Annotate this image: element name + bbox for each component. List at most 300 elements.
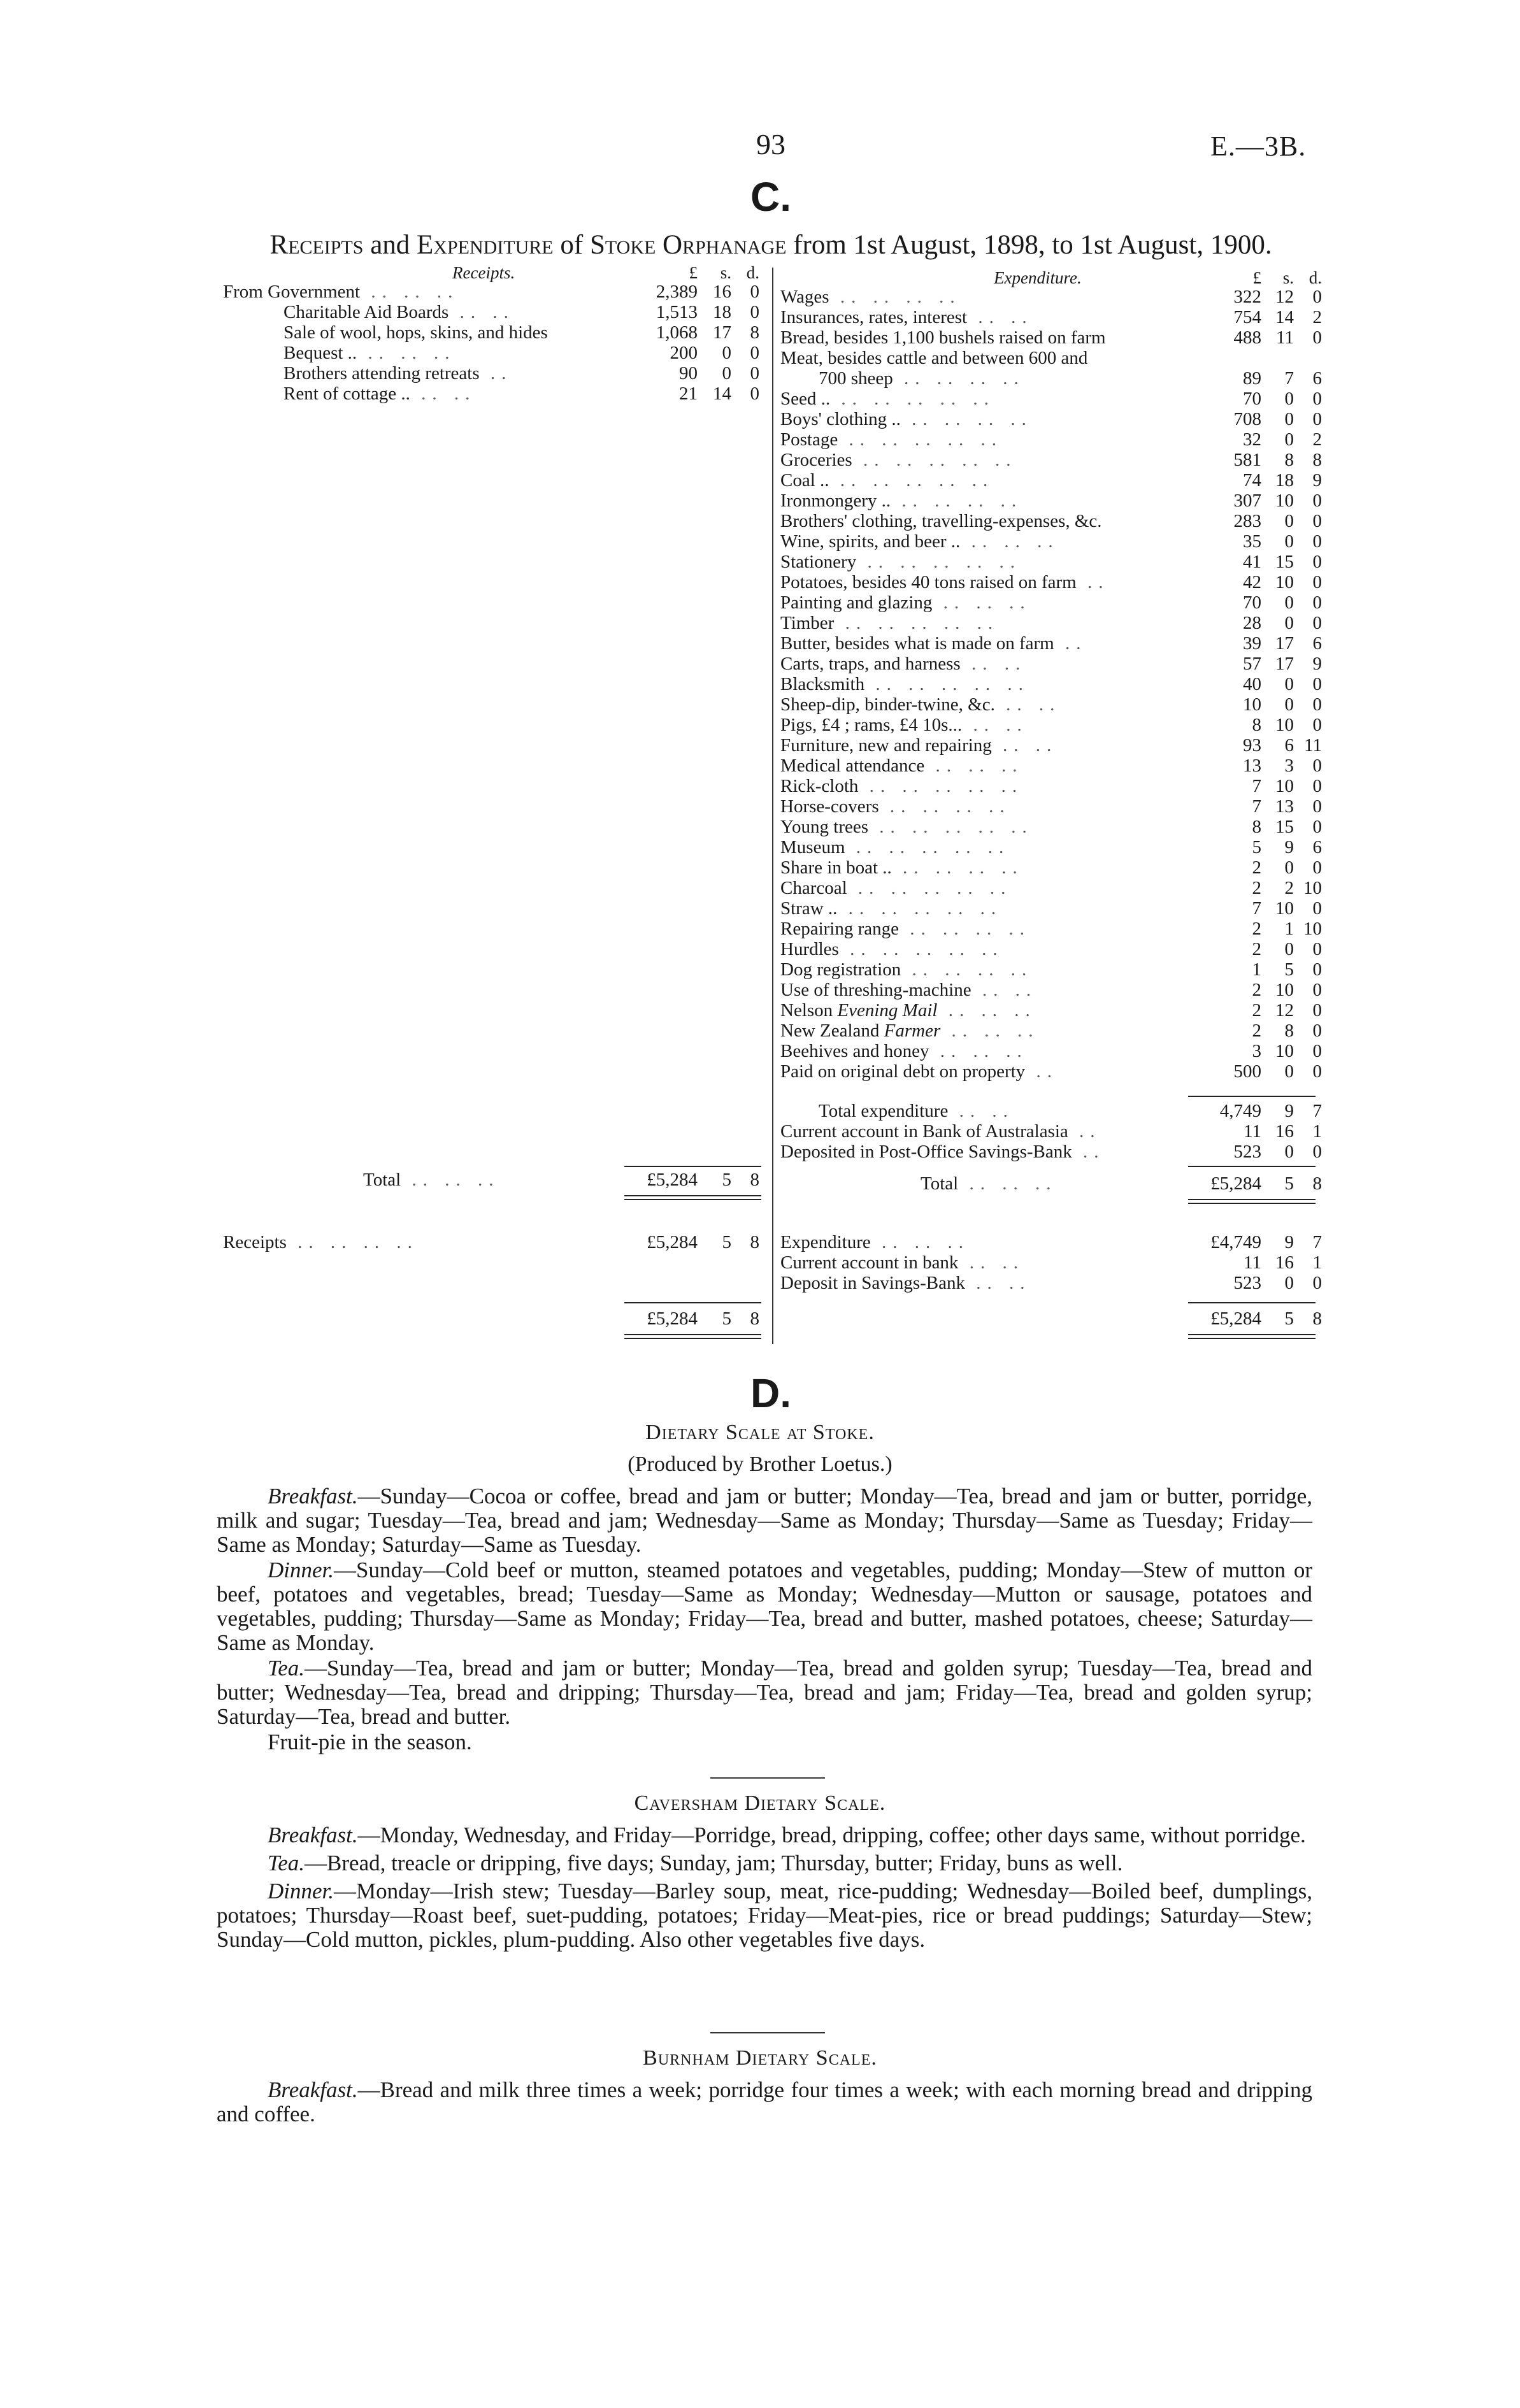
shillings-value: 0	[1284, 511, 1294, 531]
row-label-text: Beehives and honey	[780, 1041, 929, 1061]
row-label	[780, 633, 1201, 654]
row-label-text: Charitable Aid Boards	[283, 302, 449, 322]
leader-dots	[839, 939, 1004, 959]
shillings-value: 10	[1275, 491, 1294, 511]
paragraph-text: —Sunday—Cocoa or coffee, bread and jam or butter; Monday—Tea, bread and jam or butter, porridge, milk and sugar; Tuesday—Tea, bread and jam; Wednesday—Same as Monday; Thursday—Same as Tuesday; Friday—Same as Monday; Saturday—Same as Tuesday.	[217, 1484, 1312, 1557]
leader-dots-text: .. .. ..	[881, 1232, 970, 1252]
title-part: Stoke Orphanage	[589, 230, 787, 260]
row-label-text: Dog registration	[780, 959, 901, 980]
leader-dots-text: .. .. .. .. ..	[879, 817, 1033, 837]
leader-dots-text: ..	[1079, 1121, 1101, 1142]
leader-dots	[1072, 1142, 1105, 1162]
shillings-value: 0	[1284, 1142, 1294, 1162]
leader-dots-text: .. ..	[982, 980, 1038, 1000]
currency-heading: £	[689, 263, 698, 282]
expenditure-row	[0, 1041, 1520, 1061]
row-label-text: From Government	[223, 282, 361, 302]
shillings-value: 0	[1284, 409, 1294, 429]
row-label-text: Use of threshing-machine	[780, 980, 972, 1000]
expenditure-row	[0, 756, 1520, 776]
leader-dots-text: .. .. ..	[943, 592, 1031, 613]
row-label-text: Paid on original debt on property	[780, 1061, 1026, 1082]
expenditure-summary-row	[0, 1121, 1520, 1142]
pounds-value: 1	[1252, 959, 1261, 980]
sum-rule	[624, 1338, 761, 1339]
row-label-text: Hurdles	[780, 939, 839, 959]
pence-value: 0	[1312, 552, 1322, 572]
pounds-value: £4,749	[1210, 1232, 1261, 1252]
pounds-value: 40	[1243, 674, 1261, 694]
pence-value: 0	[1312, 491, 1322, 511]
burnham-dietary-title: Burnham Dietary Scale.	[643, 2046, 877, 2070]
pence-value: 0	[1312, 409, 1322, 429]
pence-value: 8	[1312, 1173, 1322, 1194]
row-label	[780, 1273, 1201, 1293]
pounds-value: 2	[1252, 857, 1261, 878]
leader-dots	[834, 613, 999, 633]
leader-dots-text: .. .. .. ..	[910, 919, 1031, 939]
balance-right-row	[0, 1232, 1520, 1252]
pence-value: 0	[1312, 511, 1322, 531]
leader-dots	[837, 898, 1002, 919]
pence-value: 8	[1312, 1308, 1322, 1329]
leader-dots-text: .. .. ..	[948, 1000, 1036, 1021]
sum-rule	[1188, 1338, 1316, 1339]
leader-dots	[1068, 1121, 1101, 1142]
pence-value: 0	[1312, 287, 1322, 307]
leader-dots	[992, 735, 1058, 756]
shillings-value: 9	[1284, 837, 1294, 857]
pounds-value: 32	[1243, 429, 1261, 450]
shillings-value: 1	[1284, 919, 1294, 939]
paragraph	[217, 1484, 1312, 1557]
leader-dots-text: .. .. .. .. ..	[841, 389, 995, 409]
pounds-value: 488	[1233, 327, 1261, 348]
paragraph	[217, 1558, 1312, 1655]
currency-heading: s.	[720, 263, 731, 282]
pounds-value: 581	[1233, 450, 1261, 470]
pounds-value: 2	[1252, 878, 1261, 898]
pounds-value: 93	[1243, 735, 1261, 756]
row-label	[780, 980, 1201, 1000]
expenditure-row	[0, 491, 1520, 511]
pounds-value: 500	[1233, 1061, 1261, 1082]
sum-rule	[1188, 1334, 1316, 1335]
leader-dots	[893, 368, 1025, 389]
leader-dots	[830, 389, 995, 409]
column-heading: Expenditure.	[994, 268, 1082, 287]
shillings-value: 7	[1284, 368, 1294, 389]
pounds-value: 283	[1233, 511, 1261, 531]
expenditure-row	[0, 919, 1520, 939]
expenditure-row	[0, 531, 1520, 552]
leader-dots-text: .. .. .. ..	[889, 796, 1011, 817]
pounds-value: 3	[1252, 1041, 1261, 1061]
expenditure-row	[0, 715, 1520, 735]
stoke-dietary-title: Dietary Scale at Stoke.	[645, 1421, 875, 1444]
section-d-letter: D.	[750, 1370, 791, 1416]
row-label	[780, 654, 1201, 674]
row-label	[780, 1000, 1201, 1021]
leader-dots-text: .. .. .. .. ..	[856, 837, 1010, 857]
row-label	[780, 776, 1201, 796]
row-label	[780, 450, 1201, 470]
divider	[710, 2032, 825, 2033]
row-label	[819, 368, 1201, 389]
row-label	[363, 1170, 631, 1190]
row-label	[780, 552, 1201, 572]
leader-dots-text: .. .. .. .. ..	[849, 429, 1003, 450]
shillings-value: 5	[1284, 1173, 1294, 1194]
row-label	[780, 1041, 1201, 1061]
shillings-value: 8	[1284, 450, 1294, 470]
shillings-value: 17	[1275, 633, 1294, 654]
pence-value: 8	[750, 1170, 759, 1190]
leader-dots	[961, 654, 1027, 674]
expenditure-row	[0, 552, 1520, 572]
pence-value: 0	[1312, 939, 1322, 959]
leader-dots-text: .. .. .. .. ..	[875, 674, 1029, 694]
meal-heading: Breakfast.	[268, 1823, 358, 1847]
leader-dots	[401, 1170, 499, 1190]
paragraph-text: Fruit-pie in the season.	[268, 1730, 472, 1754]
leader-dots	[858, 776, 1023, 796]
pence-value: 0	[1312, 1061, 1322, 1082]
leader-dots	[924, 756, 1023, 776]
shillings-value: 5	[722, 1308, 731, 1329]
leader-dots-text: .. .. .. .. ..	[850, 939, 1004, 959]
paragraph	[217, 1656, 1312, 1729]
expenditure-row	[0, 674, 1520, 694]
row-label	[780, 857, 1201, 878]
pounds-value: 307	[1233, 491, 1261, 511]
row-label-text: Sale of wool, hops, skins, and hides	[283, 322, 548, 343]
row-label-text: Nelson	[780, 1000, 838, 1021]
row-label-italic: Farmer	[884, 1021, 941, 1041]
paragraph-text: —Bread and milk three times a week; porridge four times a week; with each morning bread and dripping and coffee.	[217, 2077, 1312, 2126]
pounds-value: 2	[1252, 980, 1261, 1000]
title-part: and	[370, 230, 410, 260]
row-label-text: Stationery	[780, 552, 857, 572]
row-label-text: Ironmongery ..	[780, 491, 891, 511]
expenditure-row	[0, 409, 1520, 429]
shillings-value: 0	[1284, 613, 1294, 633]
shillings-value: 10	[1275, 898, 1294, 919]
leader-dots	[972, 980, 1038, 1000]
shillings-value: 17	[1275, 654, 1294, 674]
row-label-text: Brothers' clothing, travelling-expenses, &c.	[780, 511, 1102, 531]
shillings-value: 6	[1284, 735, 1294, 756]
row-label	[780, 1121, 1201, 1142]
shillings-value: 16	[713, 282, 731, 302]
expenditure-row	[0, 817, 1520, 837]
row-label	[780, 429, 1201, 450]
expenditure-row	[0, 1021, 1520, 1041]
leader-dots	[829, 287, 961, 307]
leader-dots	[967, 307, 1033, 327]
title-part: from 1st August, 1898, to 1st August, 1900.	[793, 230, 1272, 260]
expenditure-row	[0, 837, 1520, 857]
leader-dots	[891, 491, 1022, 511]
row-label	[780, 470, 1201, 491]
pounds-value: 8	[1252, 817, 1261, 837]
pence-value: 0	[1312, 857, 1322, 878]
leader-dots-text: .. .. .. .. ..	[863, 450, 1017, 470]
row-label-text: Coal ..	[780, 470, 829, 491]
pence-value: 6	[1312, 837, 1322, 857]
shillings-value: 9	[1284, 1101, 1294, 1121]
leader-dots-text: .. .. ..	[971, 531, 1059, 552]
caversham-dietary-title: Caversham Dietary Scale.	[634, 1791, 886, 1815]
expenditure-row	[0, 654, 1520, 674]
row-label	[780, 613, 1201, 633]
leader-dots	[960, 531, 1059, 552]
pence-value: 11	[1304, 735, 1322, 756]
expenditure-row	[0, 633, 1520, 654]
shillings-value: 2	[1284, 878, 1294, 898]
meal-heading: Tea.	[268, 1656, 305, 1681]
row-label-text: Total	[363, 1170, 401, 1190]
pence-value: 0	[1312, 1142, 1322, 1162]
row-label	[780, 348, 1201, 368]
shillings-value: 0	[722, 363, 731, 383]
row-label-text: Blacksmith	[780, 674, 865, 694]
row-label-text: Share in boat ..	[780, 857, 892, 878]
row-label-text: Charcoal	[780, 878, 847, 898]
currency-heading: £	[1252, 268, 1261, 287]
pence-value: 0	[1312, 694, 1322, 715]
expenditure-row	[0, 1061, 1520, 1082]
leader-dots-text: .. ..	[459, 302, 515, 322]
expenditure-row	[0, 776, 1520, 796]
pence-value: 0	[1312, 715, 1322, 735]
expenditure-row	[0, 470, 1520, 491]
leader-dots	[948, 1101, 1014, 1121]
leader-dots-text: ..	[490, 363, 513, 383]
expenditure-row	[0, 450, 1520, 470]
row-label-text: Horse-covers	[780, 796, 879, 817]
stoke-dietary-subtitle: (Produced by Brother Loetus.)	[627, 1452, 893, 1476]
leader-dots-text: .. .. .. ..	[904, 368, 1025, 389]
row-label-text: Deposited in Post-Office Savings-Bank	[780, 1142, 1072, 1162]
leader-dots	[901, 959, 1033, 980]
pence-value: 0	[750, 343, 759, 363]
pounds-value: 1,513	[656, 302, 698, 322]
pence-value: 0	[1312, 959, 1322, 980]
shillings-value: 0	[1284, 429, 1294, 450]
sum-rule	[624, 1334, 761, 1335]
pence-value: 2	[1312, 307, 1322, 327]
pounds-value: 39	[1243, 633, 1261, 654]
expenditure-row	[0, 592, 1520, 613]
pounds-value: 28	[1243, 613, 1261, 633]
shillings-value: 10	[1275, 572, 1294, 592]
leader-dots-text: .. ..	[973, 715, 1028, 735]
pounds-value: £5,284	[1210, 1308, 1261, 1329]
pence-value: 8	[750, 1308, 759, 1329]
shillings-value: 0	[1284, 531, 1294, 552]
leader-dots-text: ..	[1087, 572, 1110, 592]
pence-value: 0	[750, 363, 759, 383]
leader-dots	[838, 429, 1003, 450]
paragraph	[217, 1851, 1312, 1875]
row-label	[780, 694, 1201, 715]
sum-rule	[1188, 1096, 1316, 1097]
shillings-value: 5	[1284, 1308, 1294, 1329]
leader-dots-text: ..	[1065, 633, 1087, 654]
meal-heading: Breakfast.	[268, 2077, 358, 2102]
pounds-value: 1,068	[656, 322, 698, 343]
pounds-value: 2	[1252, 939, 1261, 959]
shillings-value: 12	[1275, 287, 1294, 307]
row-label-text: Medical attendance	[780, 756, 925, 776]
pence-value: 0	[1312, 327, 1322, 348]
row-label-text: Repairing range	[780, 919, 900, 939]
receipt-total-row	[0, 1170, 1520, 1190]
expenditure-row	[0, 613, 1520, 633]
row-label	[780, 919, 1201, 939]
row-label-text: Butter, besides what is made on farm	[780, 633, 1054, 654]
shillings-value: 10	[1275, 980, 1294, 1000]
pounds-value: 57	[1243, 654, 1261, 674]
leader-dots	[929, 1041, 1028, 1061]
row-label-text: Current account in Bank of Australasia	[780, 1121, 1068, 1142]
leader-dots-text: .. .. ..	[412, 1170, 500, 1190]
pounds-value: 4,749	[1219, 1101, 1261, 1121]
shillings-value: 0	[1284, 592, 1294, 613]
pounds-value: 70	[1243, 389, 1261, 409]
expenditure-row	[0, 511, 1520, 531]
row-label-text: Museum	[780, 837, 845, 857]
pence-value: 1	[1312, 1121, 1322, 1142]
leader-dots-text: .. .. .. .. ..	[869, 776, 1024, 796]
leader-dots-text: .. ..	[1003, 735, 1058, 756]
meal-heading: Dinner.	[268, 1879, 334, 1903]
leader-dots-text: .. ..	[971, 654, 1027, 674]
row-label-text: 700 sheep	[819, 368, 893, 389]
shillings-value: 0	[1284, 1273, 1294, 1293]
shillings-value: 8	[1284, 1021, 1294, 1041]
pence-value: 0	[1312, 776, 1322, 796]
leader-dots-text: .. .. .. .. ..	[845, 613, 1000, 633]
leader-dots-text: .. .. ..	[371, 282, 459, 302]
expenditure-summary-row	[0, 1101, 1520, 1121]
row-label-text: Timber	[780, 613, 835, 633]
row-label-text: Young trees	[780, 817, 869, 837]
leader-dots	[864, 674, 1029, 694]
pounds-value: 74	[1243, 470, 1261, 491]
shillings-value: 10	[1275, 715, 1294, 735]
pounds-value: £5,284	[647, 1232, 698, 1252]
pounds-value: 708	[1233, 409, 1261, 429]
row-label-italic: Evening Mail	[837, 1000, 938, 1021]
meal-heading: Dinner.	[268, 1558, 334, 1582]
row-label-text: Sheep-dip, binder-twine, &c.	[780, 694, 995, 715]
title-part: Expenditure	[417, 230, 554, 260]
pounds-value: 5	[1252, 837, 1261, 857]
shillings-value: 12	[1275, 1000, 1294, 1021]
pence-value: 0	[1312, 1041, 1322, 1061]
pence-value: 0	[1312, 796, 1322, 817]
pounds-value: 10	[1243, 694, 1261, 715]
row-label	[780, 1142, 1201, 1162]
pence-value: 0	[1312, 1021, 1322, 1041]
pence-value: 8	[1312, 450, 1322, 470]
leader-dots-text: .. .. ..	[368, 343, 456, 363]
sum-rule	[624, 1302, 761, 1303]
row-label	[780, 287, 1201, 307]
expenditure-row	[0, 429, 1520, 450]
shillings-value: 5	[722, 1170, 731, 1190]
currency-heading: d.	[746, 263, 759, 282]
row-label-text: Receipts	[223, 1232, 287, 1252]
row-label-text: Carts, traps, and harness	[780, 654, 961, 674]
row-label	[780, 796, 1201, 817]
row-label-text: Wine, spirits, and beer ..	[780, 531, 961, 552]
pence-value: 8	[750, 1232, 759, 1252]
sum-rule	[624, 1195, 761, 1196]
leader-dots	[940, 1021, 1039, 1041]
shillings-value: 0	[722, 343, 731, 363]
leader-dots-text: .. .. .. ..	[901, 491, 1023, 511]
leader-dots-text: .. ..	[969, 1252, 1024, 1273]
sum-rule	[1188, 1302, 1316, 1303]
shillings-value: 0	[1284, 674, 1294, 694]
pounds-value: 523	[1233, 1142, 1261, 1162]
balance-right-total	[0, 1308, 1520, 1329]
pence-value: 9	[1312, 654, 1322, 674]
expenditure-row	[0, 1000, 1520, 1021]
row-label-text: Boys' clothing ..	[780, 409, 901, 429]
expenditure-row	[0, 939, 1520, 959]
paragraph	[217, 1879, 1312, 1952]
leader-dots	[847, 878, 1012, 898]
shillings-value: 16	[1275, 1252, 1294, 1273]
leader-dots	[958, 1252, 1024, 1273]
shillings-value: 9	[1284, 1232, 1294, 1252]
meal-heading: Breakfast.	[268, 1484, 358, 1509]
expenditure-row	[0, 735, 1520, 756]
row-label	[780, 1252, 1201, 1273]
row-label	[780, 898, 1201, 919]
shillings-value: 0	[1284, 939, 1294, 959]
pence-value: 2	[1312, 429, 1322, 450]
pence-value: 0	[1312, 572, 1322, 592]
balance-right-row	[0, 1252, 1520, 1273]
meal-heading: Tea.	[268, 1851, 305, 1875]
pence-value: 6	[1312, 368, 1322, 389]
row-label	[780, 389, 1201, 409]
shillings-value: 10	[1275, 776, 1294, 796]
expenditure-row	[0, 389, 1520, 409]
leader-dots-text: .. .. .. ..	[912, 959, 1033, 980]
row-label-text: Total	[921, 1173, 959, 1194]
row-label-text: Painting and glazing	[780, 592, 933, 613]
paragraph-text: —Monday—Irish stew; Tuesday—Barley soup, meat, rice-pudding; Wednesday—Boiled beef, dumplings, potatoes; Thursday—Roast beef, suet-pudding, potatoes; Friday—Meat-pies, rice or bread puddings; Saturday—Stew; Sunday—Cold mutton, pickles, plum-pudding. Also other vegetables five days.	[217, 1879, 1312, 1952]
pounds-value: 7	[1252, 776, 1261, 796]
leader-dots-text: .. .. .. .. ..	[848, 898, 1003, 919]
shillings-value: 14	[1275, 307, 1294, 327]
shillings-value: 10	[1275, 1041, 1294, 1061]
expenditure-row	[0, 694, 1520, 715]
row-label-text: Seed ..	[780, 389, 831, 409]
row-label	[780, 327, 1201, 348]
leader-dots-text: .. ..	[959, 1101, 1014, 1121]
pence-value: 0	[1312, 389, 1322, 409]
expenditure-row	[0, 327, 1520, 348]
pence-value: 6	[1312, 633, 1322, 654]
leader-dots-text: .. .. .. .. ..	[840, 470, 994, 491]
